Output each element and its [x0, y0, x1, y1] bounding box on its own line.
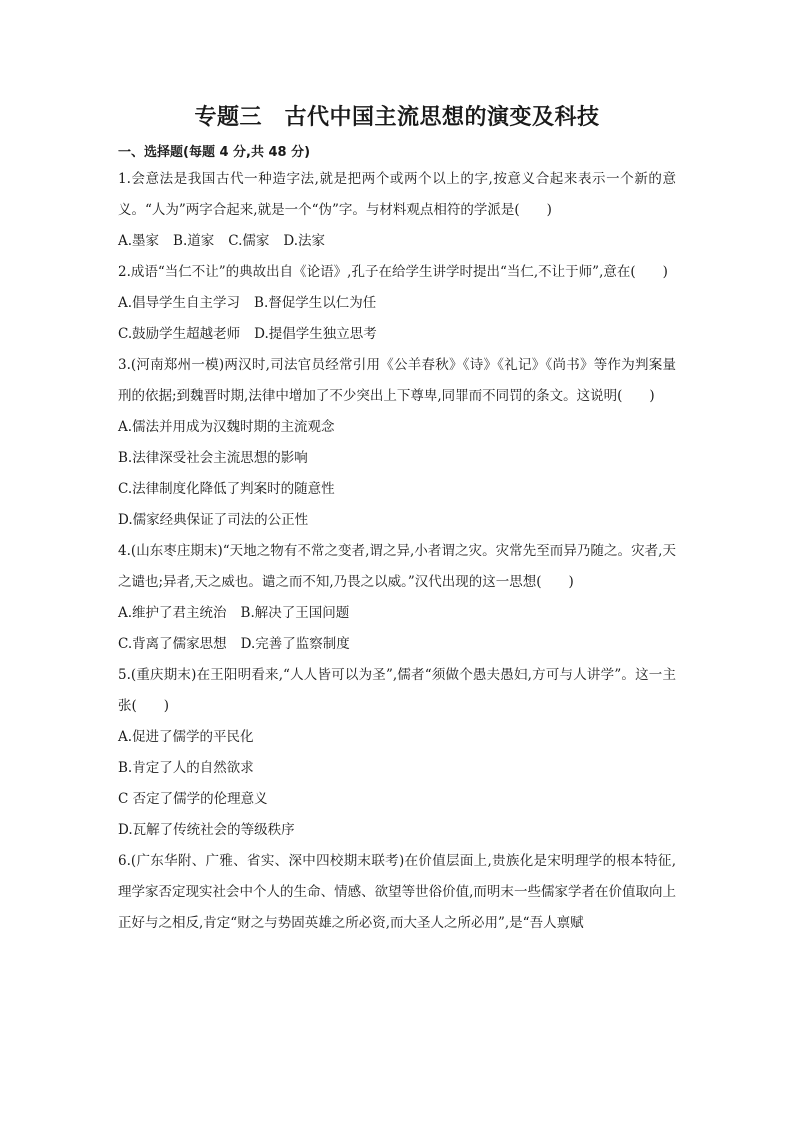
document-page	[118, 96, 676, 939]
answer-option: C.法律制度化降低了判案时的随意性	[118, 481, 335, 497]
option-row	[118, 443, 676, 474]
page-title: 专题三 古代中国主流思想的演变及科技	[194, 105, 600, 130]
answer-option: D.瓦解了传统社会的等级秩序	[118, 822, 295, 838]
answer-option: C 否定了儒学的伦理意义	[118, 791, 268, 807]
question-stem: 3.(河南郑州一模)两汉时,司法官员经常引用《公羊春秋》《诗》《礼记》《尚书》等作为判案量刑的依据;到魏晋时期,法律中增加了不少突出上下尊卑,同罪而不同罚的条文。这说明( )	[118, 357, 676, 404]
answer-option: D.儒家经典保证了司法的公正性	[118, 512, 309, 528]
question-stem: 1.会意法是我国古代一种造字法,就是把两个或两个以上的字,按意义合起来表示一个新的意义。“人为”两字合起来,就是一个“伪”字。与材料观点相符的学派是( )	[118, 171, 676, 218]
answer-option: C.儒家	[228, 233, 270, 249]
answer-option: A.墨家	[118, 233, 160, 249]
question-1	[118, 164, 676, 257]
question-5	[118, 660, 676, 846]
option-row	[118, 784, 676, 815]
answer-option: C.鼓励学生超越老师	[118, 326, 241, 342]
option-row	[118, 226, 676, 257]
option-row	[118, 815, 676, 846]
answer-option: A.儒法并用成为汉魏时期的主流观念	[118, 419, 335, 435]
answer-option: B.肯定了人的自然欲求	[118, 760, 254, 776]
option-row	[118, 753, 676, 784]
question-stem: 6.(广东华附、广雅、省实、深中四校期末联考)在价值层面上,贵族化是宋明理学的根本特征,理学家否定现实社会中个人的生命、情感、欲望等世俗价值,而明末一些儒家学者在价值取向上正好与之相反,肯定“财之与势固英雄之所必资,而大圣人之所必用”,是“吾人禀赋	[118, 853, 676, 931]
option-row	[118, 474, 676, 505]
option-row	[118, 598, 676, 629]
answer-option: B.督促学生以仁为任	[254, 295, 377, 311]
answer-option: C.背离了儒家思想	[118, 636, 227, 652]
option-row	[118, 288, 676, 319]
option-row	[118, 505, 676, 536]
question-list	[118, 164, 676, 939]
answer-option: B.解决了王国问题	[240, 605, 350, 621]
answer-option: A.维护了君主统治	[118, 605, 227, 621]
question-3	[118, 350, 676, 536]
answer-option: D.完善了监察制度	[240, 636, 350, 652]
option-row	[118, 319, 676, 350]
answer-option: B.道家	[173, 233, 215, 249]
answer-option: B.法律深受社会主流思想的影响	[118, 450, 308, 466]
question-2	[118, 257, 676, 350]
answer-option: D.提倡学生独立思考	[254, 326, 377, 342]
question-stem: 2.成语“当仁不让”的典故出自《论语》,孔子在给学生讲学时提出“当仁,不让于师”,意在( )	[118, 264, 668, 280]
question-4	[118, 536, 676, 660]
question-stem: 4.(山东枣庄期末)“天地之物有不常之变者,谓之异,小者谓之灾。灾常先至而异乃随之。灾者,天之谴也;异者,天之威也。谴之而不知,乃畏之以威。”汉代出现的这一思想( )	[118, 543, 676, 590]
option-row	[118, 629, 676, 660]
answer-option: D.法家	[283, 233, 326, 249]
option-row	[118, 722, 676, 753]
question-stem: 5.(重庆期末)在王阳明看来,“人人皆可以为圣”,儒者“须做个愚夫愚妇,方可与人讲学”。这一主张( )	[118, 667, 676, 714]
answer-option: A.促进了儒学的平民化	[118, 729, 254, 745]
section-heading: 一、选择题(每题 4 分,共 48 分)	[118, 145, 311, 160]
question-6	[118, 846, 676, 939]
answer-option: A.倡导学生自主学习	[118, 295, 241, 311]
option-row	[118, 412, 676, 443]
